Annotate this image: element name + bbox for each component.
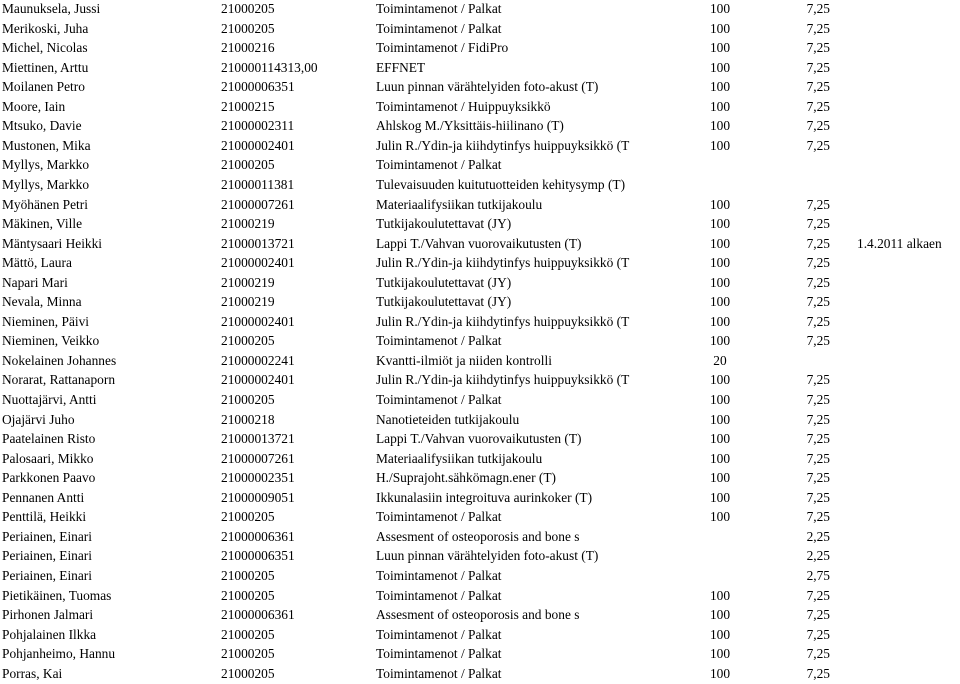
account-code: 21000215 xyxy=(221,98,275,114)
table-row xyxy=(0,547,960,565)
project-name: Julin R./Ydin-ja kiihdytinfys huippuyksikkö (T xyxy=(376,137,630,153)
table-row xyxy=(0,665,960,683)
table-row xyxy=(0,117,960,135)
table-row xyxy=(0,0,960,18)
person-name: Napari Mari xyxy=(2,274,68,290)
project-name: Julin R./Ydin-ja kiihdytinfys huippuyksikkö (T xyxy=(376,313,630,329)
table-row xyxy=(0,20,960,38)
table-row xyxy=(0,450,960,468)
rate-value: 7,25 xyxy=(806,607,830,623)
account-code: 21000205 xyxy=(221,1,275,16)
percentage: 100 xyxy=(709,450,731,466)
rate-value: 7,25 xyxy=(806,313,830,329)
person-name: Mäntysaari Heikki xyxy=(2,235,103,251)
table-row xyxy=(0,254,960,272)
percentage: 100 xyxy=(709,665,731,681)
percentage: 20 xyxy=(713,352,727,368)
table-row xyxy=(0,567,960,585)
percentage: 100 xyxy=(709,392,731,407)
percentage: 100 xyxy=(709,98,731,114)
account-code: 21000205 xyxy=(221,20,275,36)
project-name: Tutkijakoulutettavat (JY) xyxy=(376,294,512,310)
person-name: Nuottajärvi, Antti xyxy=(2,392,97,407)
rate-value: 7,25 xyxy=(806,626,830,642)
person-name: Myllys, Markko xyxy=(2,157,90,173)
rate-value: 7,25 xyxy=(806,587,830,603)
percentage: 100 xyxy=(709,509,731,525)
rate-value: 7,25 xyxy=(806,235,830,251)
table-row xyxy=(0,645,960,663)
project-name: Ikkunalasiin integroituva aurinkoker (T) xyxy=(376,489,593,505)
project-name: Ahlskog M./Yksittäis-hiilinano (T) xyxy=(376,118,564,134)
percentage: 100 xyxy=(709,1,731,16)
table-row xyxy=(0,411,960,429)
account-code: 21000219 xyxy=(221,274,275,290)
table-row xyxy=(0,313,960,331)
percentage: 100 xyxy=(709,274,731,290)
person-name: Myllys, Markko xyxy=(2,177,90,192)
project-name: Toimintamenot / Huippuyksikkö xyxy=(376,98,551,114)
table-row xyxy=(0,626,960,644)
table-row xyxy=(0,352,960,370)
person-name: Myöhänen Petri xyxy=(2,196,88,212)
rate-value: 7,25 xyxy=(806,40,830,56)
rate-value: 7,25 xyxy=(806,489,830,505)
table-row xyxy=(0,78,960,96)
project-name: H./Suprajoht.sähkömagn.ener (T) xyxy=(376,470,556,486)
account-code: 21000013721 xyxy=(221,431,295,447)
account-code: 21000002401 xyxy=(221,137,295,153)
table-row xyxy=(0,489,960,507)
table-row xyxy=(0,606,960,624)
account-code: 21000002351 xyxy=(221,470,295,486)
account-code: 21000006361 xyxy=(221,607,295,623)
percentage: 100 xyxy=(709,313,731,329)
project-name: Toimintamenot / Palkat xyxy=(376,333,502,349)
account-code: 21000006351 xyxy=(221,79,295,95)
person-name: Mäkinen, Ville xyxy=(2,216,83,232)
table-row xyxy=(0,293,960,311)
project-name: Assesment of osteoporosis and bone s xyxy=(376,607,580,623)
person-name: Merikoski, Juha xyxy=(2,20,89,36)
percentage: 100 xyxy=(709,137,731,153)
percentage: 100 xyxy=(709,294,731,310)
percentage: 100 xyxy=(709,587,731,603)
person-name: Periainen, Einari xyxy=(2,548,92,564)
rate-value: 7,25 xyxy=(806,20,830,36)
percentage: 100 xyxy=(709,20,731,36)
table-row xyxy=(0,391,960,409)
percentage: 100 xyxy=(709,79,731,95)
person-name: Moilanen Petro xyxy=(2,79,85,95)
project-name: Kvantti-ilmiöt ja niiden kontrolli xyxy=(376,352,552,368)
percentage: 100 xyxy=(709,333,731,349)
project-name: Toimintamenot / Palkat xyxy=(376,587,502,603)
person-name: Pietikäinen, Tuomas xyxy=(2,587,112,603)
rate-value: 7,25 xyxy=(806,118,830,134)
person-name: Pennanen Antti xyxy=(2,489,85,505)
rate-value: 2,25 xyxy=(806,528,830,544)
rate-value: 7,25 xyxy=(806,98,830,114)
person-name: Michel, Nicolas xyxy=(2,40,88,56)
account-code: 21000007261 xyxy=(221,450,295,466)
person-name: Periainen, Einari xyxy=(2,568,92,583)
project-name: Toimintamenot / Palkat xyxy=(376,392,502,407)
account-code: 21000006351 xyxy=(221,548,295,564)
rate-value: 7,25 xyxy=(806,392,830,407)
account-code: 21000205 xyxy=(221,665,275,681)
percentage: 100 xyxy=(709,607,731,623)
account-code: 21000219 xyxy=(221,294,275,310)
rate-value: 7,25 xyxy=(806,216,830,232)
rate-value: 2,75 xyxy=(806,568,830,583)
percentage: 100 xyxy=(709,411,731,427)
rate-value: 7,25 xyxy=(806,294,830,310)
rate-value: 7,25 xyxy=(806,646,830,662)
rate-value: 7,25 xyxy=(806,274,830,290)
person-name: Maunuksela, Jussi xyxy=(2,1,101,16)
account-code: 21000002401 xyxy=(221,255,295,271)
account-code: 21000013721 xyxy=(221,235,295,251)
table-row xyxy=(0,215,960,233)
percentage: 100 xyxy=(709,235,731,251)
table-row xyxy=(0,508,960,526)
person-name: Miettinen, Arttu xyxy=(2,59,89,75)
project-name: Luun pinnan värähtelyiden foto-akust (T) xyxy=(376,79,599,95)
account-code: 21000205 xyxy=(221,392,275,407)
project-name: Materiaalifysiikan tutkijakoulu xyxy=(376,196,543,212)
project-name: Lappi T./Vahvan vuorovaikutusten (T) xyxy=(376,431,582,447)
rate-value: 7,25 xyxy=(806,59,830,75)
project-name: Tutkijakoulutettavat (JY) xyxy=(376,216,512,232)
project-name: Toimintamenot / Palkat xyxy=(376,646,502,662)
project-name: Toimintamenot / Palkat xyxy=(376,157,502,173)
project-name: Luun pinnan värähtelyiden foto-akust (T) xyxy=(376,548,599,564)
rate-value: 7,25 xyxy=(806,431,830,447)
account-code: 21000009051 xyxy=(221,489,295,505)
person-name: Mustonen, Mika xyxy=(2,137,91,153)
table-row xyxy=(0,371,960,389)
percentage: 100 xyxy=(709,431,731,447)
project-name: EFFNET xyxy=(376,59,426,75)
percentage: 100 xyxy=(709,59,731,75)
rate-value: 7,25 xyxy=(806,372,830,388)
account-code: 21000216 xyxy=(221,40,275,56)
account-code: 21000011381 xyxy=(221,177,295,192)
project-name: Materiaalifysiikan tutkijakoulu xyxy=(376,450,543,466)
project-name: Toimintamenot / Palkat xyxy=(376,509,502,525)
person-name: Periainen, Einari xyxy=(2,528,92,544)
account-code: 21000218 xyxy=(221,411,275,427)
person-name: Porras, Kai xyxy=(2,665,63,681)
rate-value: 7,25 xyxy=(806,450,830,466)
account-code: 21000002401 xyxy=(221,313,295,329)
account-code: 21000205 xyxy=(221,333,275,349)
account-code: 21000219 xyxy=(221,216,275,232)
rate-value: 7,25 xyxy=(806,255,830,271)
table-row xyxy=(0,528,960,546)
table-row xyxy=(0,274,960,292)
account-code: 21000205 xyxy=(221,626,275,642)
rate-value: 7,25 xyxy=(806,196,830,212)
rate-value: 2,25 xyxy=(806,548,830,564)
table-row xyxy=(0,587,960,605)
person-name: Palosaari, Mikko xyxy=(2,450,94,466)
percentage: 100 xyxy=(709,372,731,388)
rate-value: 7,25 xyxy=(806,137,830,153)
account-code: 21000205 xyxy=(221,646,275,662)
percentage: 100 xyxy=(709,40,731,56)
account-code: 21000002311 xyxy=(221,118,295,134)
percentage: 100 xyxy=(709,626,731,642)
person-name: Nieminen, Veikko xyxy=(2,333,100,349)
percentage: 100 xyxy=(709,255,731,271)
table-row xyxy=(0,196,960,214)
rate-value: 7,25 xyxy=(806,411,830,427)
account-code: 21000205 xyxy=(221,509,275,525)
account-code: 21000006361 xyxy=(221,528,295,544)
person-name: Mättö, Laura xyxy=(2,255,72,271)
account-code: 21000007261 xyxy=(221,196,295,212)
percentage: 100 xyxy=(709,646,731,662)
project-name: Toimintamenot / Palkat xyxy=(376,665,502,681)
person-name: Pohjalainen Ilkka xyxy=(2,626,97,642)
table-row xyxy=(0,98,960,116)
project-name: Toimintamenot / Palkat xyxy=(376,626,502,642)
person-name: Nokelainen Johannes xyxy=(2,352,117,368)
project-name: Toimintamenot / Palkat xyxy=(376,1,502,16)
table-row xyxy=(0,332,960,350)
project-name: Assesment of osteoporosis and bone s xyxy=(376,528,580,544)
table-row xyxy=(0,156,960,174)
project-name: Lappi T./Vahvan vuorovaikutusten (T) xyxy=(376,235,582,251)
note-text: 1.4.2011 alkaen xyxy=(857,235,942,251)
person-name: Parkkonen Paavo xyxy=(2,470,96,486)
person-name: Pirhonen Jalmari xyxy=(2,607,94,623)
percentage: 100 xyxy=(709,216,731,232)
table-row xyxy=(0,469,960,487)
account-code: 21000205 xyxy=(221,157,275,173)
rate-value: 7,25 xyxy=(806,470,830,486)
table-row xyxy=(0,430,960,448)
table-row xyxy=(0,176,960,194)
person-name: Norarat, Rattanaporn xyxy=(2,372,116,388)
percentage: 100 xyxy=(709,470,731,486)
account-code: 21000002401 xyxy=(221,372,295,388)
person-name: Pohjanheimo, Hannu xyxy=(2,646,116,662)
project-name: Julin R./Ydin-ja kiihdytinfys huippuyksikkö (T xyxy=(376,255,630,271)
person-name: Nieminen, Päivi xyxy=(2,313,90,329)
rate-value: 7,25 xyxy=(806,509,830,525)
project-name: Julin R./Ydin-ja kiihdytinfys huippuyksikkö (T xyxy=(376,372,630,388)
table-row xyxy=(0,39,960,57)
percentage: 100 xyxy=(709,196,731,212)
rate-value: 7,25 xyxy=(806,1,830,16)
person-name: Ojajärvi Juho xyxy=(2,411,75,427)
account-code: 21000002241 xyxy=(221,352,295,368)
person-name: Nevala, Minna xyxy=(2,294,82,310)
rate-value: 7,25 xyxy=(806,333,830,349)
account-code: 210000114313,00 xyxy=(221,59,318,75)
percentage: 100 xyxy=(709,489,731,505)
project-name: Toimintamenot / FidiPro xyxy=(376,40,509,56)
account-code: 21000205 xyxy=(221,568,275,583)
project-name: Nanotieteiden tutkijakoulu xyxy=(376,411,520,427)
project-name: Toimintamenot / Palkat xyxy=(376,20,502,36)
person-name: Penttilä, Heikki xyxy=(2,509,87,525)
rate-value: 7,25 xyxy=(806,665,830,681)
person-name: Mtsuko, Davie xyxy=(2,118,82,134)
table-row xyxy=(0,137,960,155)
person-name: Paatelainen Risto xyxy=(2,431,96,447)
person-name: Moore, Iain xyxy=(2,98,66,114)
project-name: Tulevaisuuden kuitutuotteiden kehitysymp (T) xyxy=(376,177,626,192)
project-name: Toimintamenot / Palkat xyxy=(376,568,502,583)
project-name: Tutkijakoulutettavat (JY) xyxy=(376,274,512,290)
table-row xyxy=(0,59,960,77)
table-row xyxy=(0,235,960,253)
rate-value: 7,25 xyxy=(806,79,830,95)
account-code: 21000205 xyxy=(221,587,275,603)
percentage: 100 xyxy=(709,118,731,134)
